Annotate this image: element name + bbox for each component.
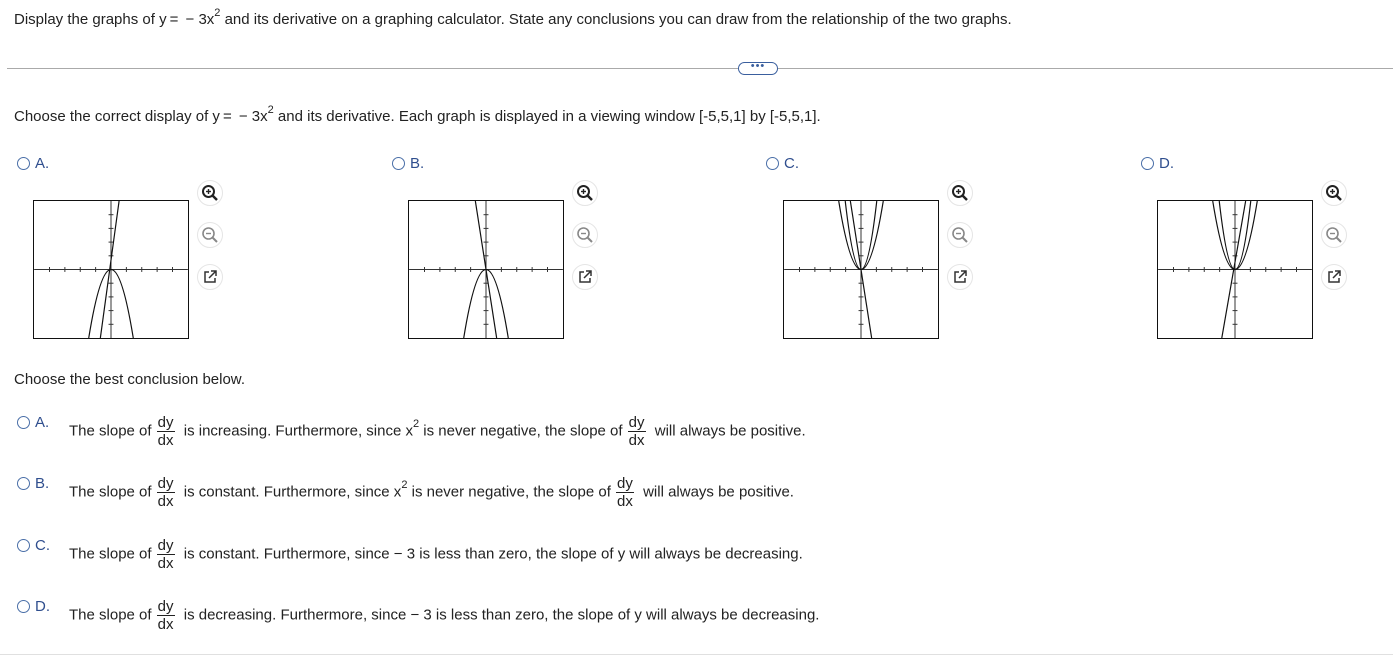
- bottom-divider: [0, 654, 1393, 655]
- radio-button[interactable]: [17, 416, 30, 429]
- graph-option-d[interactable]: D.: [1141, 155, 1174, 172]
- zoom-in-icon[interactable]: [197, 180, 223, 206]
- radio-button[interactable]: [1141, 157, 1154, 170]
- zoom-in-icon[interactable]: [1321, 180, 1347, 206]
- graph-d: [1157, 200, 1313, 339]
- more-button[interactable]: •••: [738, 62, 778, 75]
- conclusion-text-c: The slope of $\frac{dy}{dx}$ is constant. Furthermore, since − 3 is less than zero, the slope of y will always be decreasing.: [69, 537, 803, 572]
- zoom-in-icon[interactable]: [947, 180, 973, 206]
- fraction-dy-dx: $\frac{dy}{dx}$: [157, 414, 174, 449]
- conclusion-option-d[interactable]: D.: [17, 598, 50, 615]
- question-text: Display the graphs of y = − $3x^2$ and its derivative on a graphing calculator. State any conclusions you can draw from the relationship of the two graphs.: [14, 7, 1012, 28]
- part1-instruction: Choose the correct display of y = − $3x^2$ and its derivative. Each graph is displayed in a viewing window [-5,5,1] by [-5,5,1].: [14, 104, 821, 125]
- open-external-icon[interactable]: [947, 264, 973, 290]
- fraction-dy-dx: $\frac{dy}{dx}$: [628, 414, 645, 449]
- radio-button[interactable]: [392, 157, 405, 170]
- zoom-out-icon[interactable]: [1321, 222, 1347, 248]
- radio-button[interactable]: [17, 600, 30, 613]
- part2-title: Choose the best conclusion below.: [14, 371, 245, 388]
- graph-b: [408, 200, 564, 339]
- fraction-dy-dx: $\frac{dy}{dx}$: [157, 598, 174, 633]
- zoom-out-icon[interactable]: [947, 222, 973, 248]
- zoom-out-icon[interactable]: [197, 222, 223, 248]
- graph-option-c[interactable]: C.: [766, 155, 799, 172]
- radio-button[interactable]: [17, 477, 30, 490]
- divider: [7, 68, 1393, 69]
- fraction-dy-dx: $\frac{dy}{dx}$: [616, 475, 633, 510]
- open-external-icon[interactable]: [1321, 264, 1347, 290]
- graph-option-a[interactable]: A.: [17, 155, 49, 172]
- radio-button[interactable]: [766, 157, 779, 170]
- open-external-icon[interactable]: [197, 264, 223, 290]
- conclusion-option-b[interactable]: B.: [17, 475, 49, 492]
- conclusion-option-a[interactable]: A.: [17, 414, 49, 431]
- radio-button[interactable]: [17, 157, 30, 170]
- conclusion-text-d: The slope of $\frac{dy}{dx}$ is decreasing. Furthermore, since − 3 is less than zero, the slope of y will always be decreasing.: [69, 598, 820, 633]
- graph-option-b[interactable]: B.: [392, 155, 424, 172]
- open-external-icon[interactable]: [572, 264, 598, 290]
- radio-button[interactable]: [17, 539, 30, 552]
- conclusion-text-b: The slope of $\frac{dy}{dx}$ is constant. Furthermore, since $x^2$ is never negative, the slope of $\frac{dy}{dx}$ will always be positive.: [69, 475, 794, 510]
- conclusion-text-a: The slope of $\frac{dy}{dx}$ is increasing. Furthermore, since $x^2$ is never negative, the slope of $\frac{dy}{dx}$ will always be positive.: [69, 414, 806, 449]
- zoom-out-icon[interactable]: [572, 222, 598, 248]
- conclusion-option-c[interactable]: C.: [17, 537, 50, 554]
- graph-c: [783, 200, 939, 339]
- fraction-dy-dx: $\frac{dy}{dx}$: [157, 537, 174, 572]
- graph-a: [33, 200, 189, 339]
- zoom-in-icon[interactable]: [572, 180, 598, 206]
- fraction-dy-dx: $\frac{dy}{dx}$: [157, 475, 174, 510]
